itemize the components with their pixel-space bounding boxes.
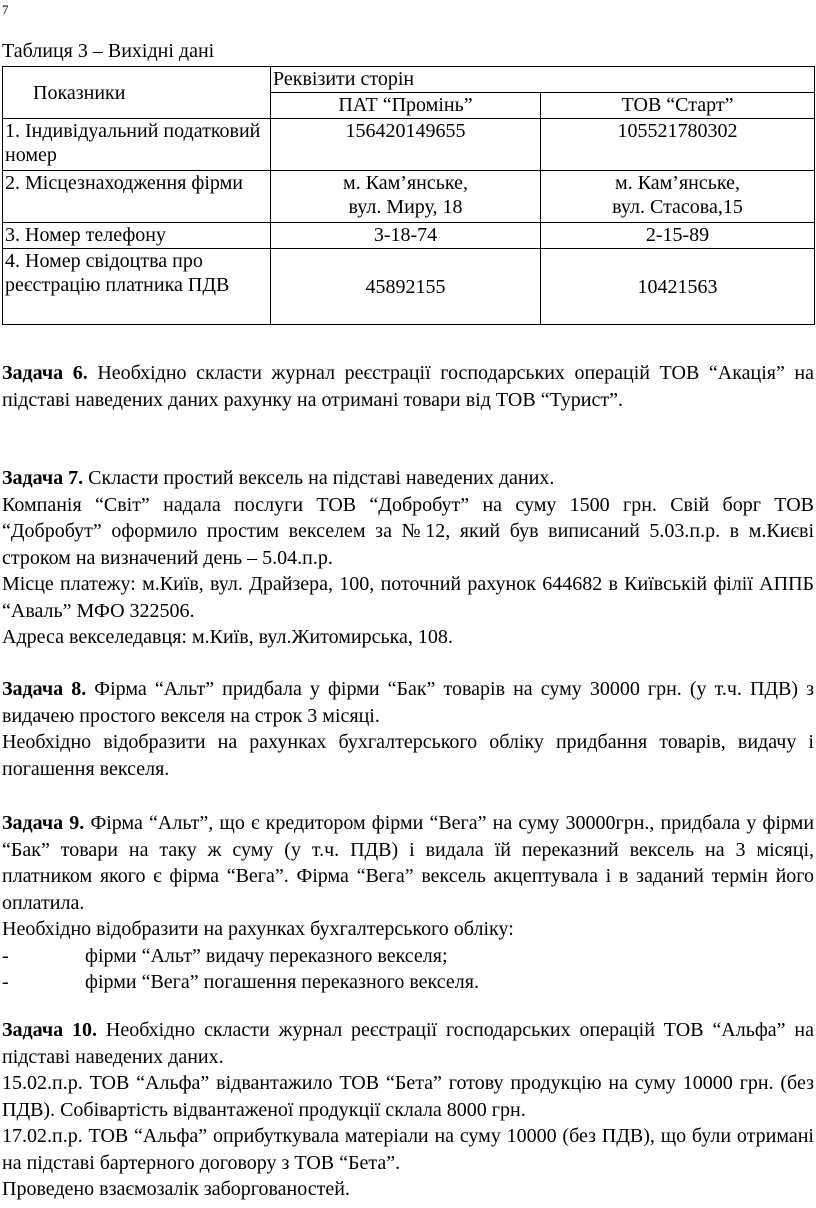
table-row <box>3 223 815 249</box>
dash-bullet: - <box>2 971 9 993</box>
row-value-2: 2-15-89 <box>541 223 815 249</box>
task-6-title: Задача 6. <box>2 362 88 384</box>
task-7-paragraph: Місце платежу: м.Київ, вул. Драйзера, 100, поточний рахунок 644682 в Київській філії АППБ “Аваль” МФО 322506. <box>2 573 814 622</box>
task-7-title: Задача 7. <box>2 467 84 489</box>
task-10-title: Задача 10. <box>2 1019 98 1041</box>
header-party-1: ПАТ “Промінь” <box>271 93 541 119</box>
row-label: 1. Індивідуальний податковий номер <box>3 119 271 171</box>
task-7 <box>2 465 814 651</box>
task-9 <box>2 810 814 996</box>
task-6-text: Необхідно скласти журнал реєстрації господарських операцій ТОВ “Акація” на підставі наведених даних рахунку на отримані товари від ТОВ “Турист”. <box>2 362 815 411</box>
header-indicators: Показники <box>3 67 271 119</box>
task-6 <box>2 360 814 413</box>
task-8-text: Фірма “Альт” придбала у фірми “Бак” товарів на суму 30000 грн. (у т.ч. ПДВ) з видачею простого векселя на строк 3 місяці. <box>2 678 814 727</box>
row-value-2: м. Кам’янське, вул. Стасова,15 <box>541 171 815 223</box>
list-item: - фірми “Альт” видачу переказного векселя; <box>2 943 814 970</box>
task-7-paragraph: Адреса векселедавця: м.Київ, вул.Житомирська, 108. <box>2 626 453 648</box>
row-label: 3. Номер телефону <box>3 223 271 249</box>
task-7-paragraph: Компанія “Світ” надала послуги ТОВ “Добробут” на суму 1500 грн. Свій борг ТОВ “Добробут” оформило простим векселем за №12, який був виписаний 5.03.п.р. в м.Києві строком на визначений день – 5.04.п.р. <box>2 493 814 569</box>
task-8-paragraph: Необхідно відобразити на рахунках бухгалтерського обліку придбання товарів, видачу і погашення векселя. <box>2 731 814 780</box>
row-label: 4. Номер свідоцтва про реєстрацію платника ПДВ <box>3 249 271 325</box>
source-data-table <box>2 66 815 325</box>
row-value-1: 156420149655 <box>271 119 541 171</box>
row-value-1: 3-18-74 <box>271 223 541 249</box>
page-number: 7 <box>2 2 9 17</box>
table-caption: Таблиця 3 – Вихідні дані <box>2 40 215 62</box>
task-8-title: Задача 8. <box>2 678 87 700</box>
task-10 <box>2 1017 814 1203</box>
task-7-text: Скласти простий вексель на підставі наведених даних. <box>88 467 555 489</box>
task-9-paragraph: Необхідно відобразити на рахунках бухгалтерського обліку: <box>2 918 514 940</box>
table-row <box>3 171 815 223</box>
task-10-paragraph: 15.02.п.р. ТОВ “Альфа” відвантажило ТОВ “Бета” готову продукцію на суму 10000 грн. (без ПДВ). Собівартість відвантаженої продукції склала 8000 грн. <box>2 1072 814 1121</box>
task-10-paragraph: 17.02.п.р. ТОВ “Альфа” оприбуткувала матеріали на суму 10000 (без ПДВ), що були отримані на підставі бартерного договору з ТОВ “Бета”. <box>2 1125 814 1174</box>
task-10-paragraph: Проведено взаємозалік заборгованостей. <box>2 1178 350 1200</box>
task-8 <box>2 676 814 782</box>
task-10-text: Необхідно скласти журнал реєстрації господарських операцій ТОВ “Альфа” на підставі наведених даних. <box>2 1019 815 1068</box>
table-row <box>3 249 815 325</box>
dash-bullet: - <box>2 944 9 967</box>
table-row <box>3 119 815 171</box>
row-value-2: 105521780302 <box>541 119 815 171</box>
row-value-2: 10421563 <box>541 249 815 325</box>
task-9-title: Задача 9. <box>2 812 85 834</box>
row-value-1: м. Кам’янське, вул. Миру, 18 <box>271 171 541 223</box>
task-9-text: Фірма “Альт”, що є кредитором фірми “Вега” на суму 30000грн., придбала у фірми “Бак” товари на таку ж суму (у т.ч. ПДВ) і видала їй переказний вексель на 3 місяці, платником якого є фірма “Вега”. Фірма “Вега” вексель акцептувала і в заданий термін його оплатила. <box>2 812 815 914</box>
header-party-2: ТОВ “Старт” <box>541 93 815 119</box>
row-label: 2. Місцезнаходження фірми <box>3 171 271 223</box>
list-item: - фірми “Вега” погашення переказного векселя. <box>2 969 814 996</box>
row-value-1: 45892155 <box>271 249 541 325</box>
header-party-details: Реквізити сторін <box>271 67 815 93</box>
